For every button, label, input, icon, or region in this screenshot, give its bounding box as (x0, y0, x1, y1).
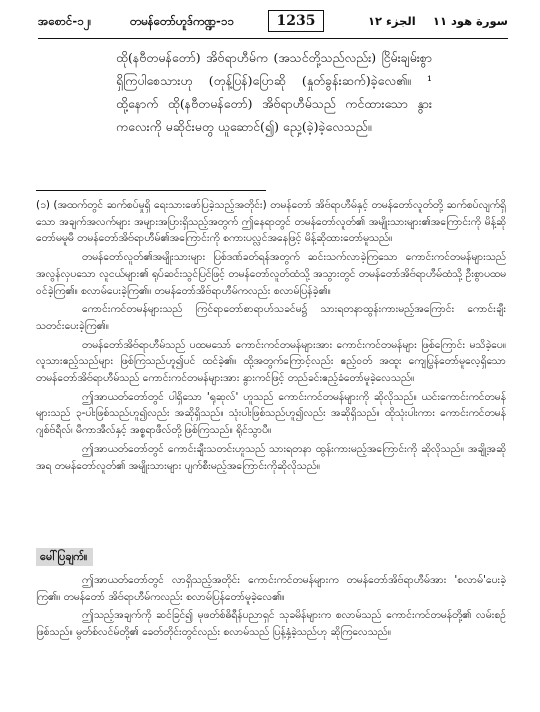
issue-number: အစောင်-၁၂၊ (38, 14, 92, 28)
verse-block (116, 46, 432, 138)
commentary-paragraph: ဤအာယတ်တော်တွင် ကောင်းချီးသတင်းဟူသည် သားရတနာ ထွန်းကားမည့်အကြောင်းကို ဆိုလိုသည်။ အချို့အဆိုအရ တမန်တော်လူတ်၏ အမျိုးသားများ ပျက်စီးမည့်အကြောင်းကိုဆိုလိုသည်။ (36, 442, 506, 472)
footnote-separator (36, 190, 266, 191)
commentary-paragraph: ဤအာယတ်တော်တွင် ပါရှိသော 'ရုဆုလ်' ဟူသည် ကောင်းကင်တမန်များကို ဆိုလိုသည်။ ယင်းကောင်းကင်တမန်များသည် ၃-ပါးဖြစ်သည်ဟူ၍လည်း အဆိုရှိသည်။ သုံးပါးဖြစ်သည်ဟူ၍လည်း အဆိုရှိသည်။ ထိုသုံးပါးကား ကောင်းကင်တမန် ဂျစ်ဗ်ရီလ်၊ မီကာအီလ်နှင့် အစ္စရာဖီလ်တို့ဖြစ်ကြသည်။ ရိုင်သွာပီ။ (36, 390, 506, 437)
footnote-paragraph: (၁) (အထက်တွင် ဆက်စပ်မှုရှိ ရေးသားဖော်ပြခဲ့သည့်အတိုင်း) တမန်တော် အိဗ်ရာဟီမ်နှင့် တမန်တော်လူတ်တို့ ဆက်စပ်လျက်ရှိသော အချက်အလက်များ အများအပြားရှိသည့်အတွက် ဤနေရာတွင် တမန်တော်လူတ်၏ အမျိုးသားများ၏အကြောင်းကို မိန့်ဆိုတော်မမူမီ တမန်တော်အိဗ်ရာဟီမ်၏အကြောင်းကို စကားပလ္လင်အနေဖြင့် မိန့်ဆိုထားတော်မူသည်။ (36, 199, 506, 245)
surah-label: سورة هود ١١ (432, 14, 508, 28)
commentary (36, 197, 506, 476)
section-title: တမန်တော်ဟူဒ်ကဏ္ဍ-၁၁ (130, 14, 234, 28)
explanation-section (36, 572, 506, 643)
verse-text: ထို(နဗီတမန်တော်) အိဗ်ရာဟီမ်က (အသင်တို့သည်လည်း) ငြိမ်းချမ်းစွာ ရှိကြပါစေသားဟု (တုန့်ပြန်)ပြောဆို (နှုတ်ခွန်းဆက်)ခဲ့လေ၏။ ¹ ထို့နောက် ထို(နဗီတမန်တော်) အိဗ်ရာဟီမ်သည် ကင်ထားသော နွားကလေးကို မဆိုင်းမတွ ယူဆောင်(၍) ညှေ့(ခဲ့)ခဲ့လေသည်။ (116, 50, 432, 134)
running-header (38, 8, 508, 39)
commentary-paragraph: တမန်တော်လူတ်၏အမျိုးသားများ ပြစ်ဒဏ်ခတ်ရန်အတွက် ဆင်းသက်လာခဲ့ကြသော ကောင်းကင်တမန်များသည် အလွန်လှပသော လူငယ်များ၏ ရုပ်ဆင်းသွင်ပြင်ဖြင့် တမန်တော်လူတ်ထံသို့ အသွားတွင် တမန်တော်အိဗ်ရာဟီမ်ထံသို့ ဦးစွာပထမဝင်ခဲ့ကြ၏။ စလာမ်ပေးခဲ့ကြ၏။ တမန်တော်အိဗ်ရာဟီမ်ကလည်း စလာမ်ပြန်ခဲ့၏။ (36, 251, 506, 297)
explanation-paragraph: ဤသည့်အချက်ကို ဆင်ခြင်၍ မုဖတ်စ်ဓိရီန်ပညာရှင် သုခမိန်များက စလာမ်သည် ကောင်းကင်တမန်တို့၏ လမ်းစဉ်ဖြစ်သည်။ မွတ်စ်လင်မ်တို့၏ ခေတ်တိုင်းတွင်လည်း စလာမ်သည် ပြန့်နှံ့ခဲ့သည်ဟု ဆိုကြလေသည်။ (36, 609, 506, 639)
explanation-heading: မေါ်ပြချက်။ (36, 548, 93, 566)
explanation-paragraph: ဤအာယတ်တော်တွင် လာရှိသည့်အတိုင်း ကောင်းကင်တမန်များက တမန်တော်အိဗ်ရာဟီမ်အား 'စလာမ်'ပေးခဲ့ကြ၏။ တမန်တော် အိဗ်ရာဟီမ်ကလည်း စလာမ်ပြန်တော်မူခဲ့လေ၏။ (36, 574, 506, 603)
page-number: 1235 (268, 10, 324, 32)
commentary-paragraph: ကောင်းကင်တမန်များသည် ကြင်ရာတော်စာရာဟ်သခင်မ၌ သားရတနာထွန်းကားမည့်အကြောင်း ကောင်းချီးသတင်းပေးခဲ့ကြ၏။ (36, 303, 506, 332)
commentary-paragraph: တမန်တော်အိဗ်ရာဟီမ်သည် ပထမသော် ကောင်းကင်တမန်များအား ကောင်းကင်တမန်များ ဖြစ်ကြောင်း မသိခဲ့ပေ။ လူသားဧည့်သည်များ ဖြစ်ကြသည်ဟူ၍ပင် ထင်ခဲ့၏။ ထို့အတွက်ကြောင့်လည်း ဧည့်ဝတ် အထူး ကျေပြွန်တော်မူလေ့ရှိသော တမန်တော်အိဗ်ရာဟီမ်သည် ကောင်းကင်တမန်များအား နွားကင်ဖြင့် တည်ခင်းဧည့်ခံတော်မူခဲ့လေသည်။ (36, 338, 506, 385)
juz-label: الجزء ١٢ (368, 14, 416, 28)
